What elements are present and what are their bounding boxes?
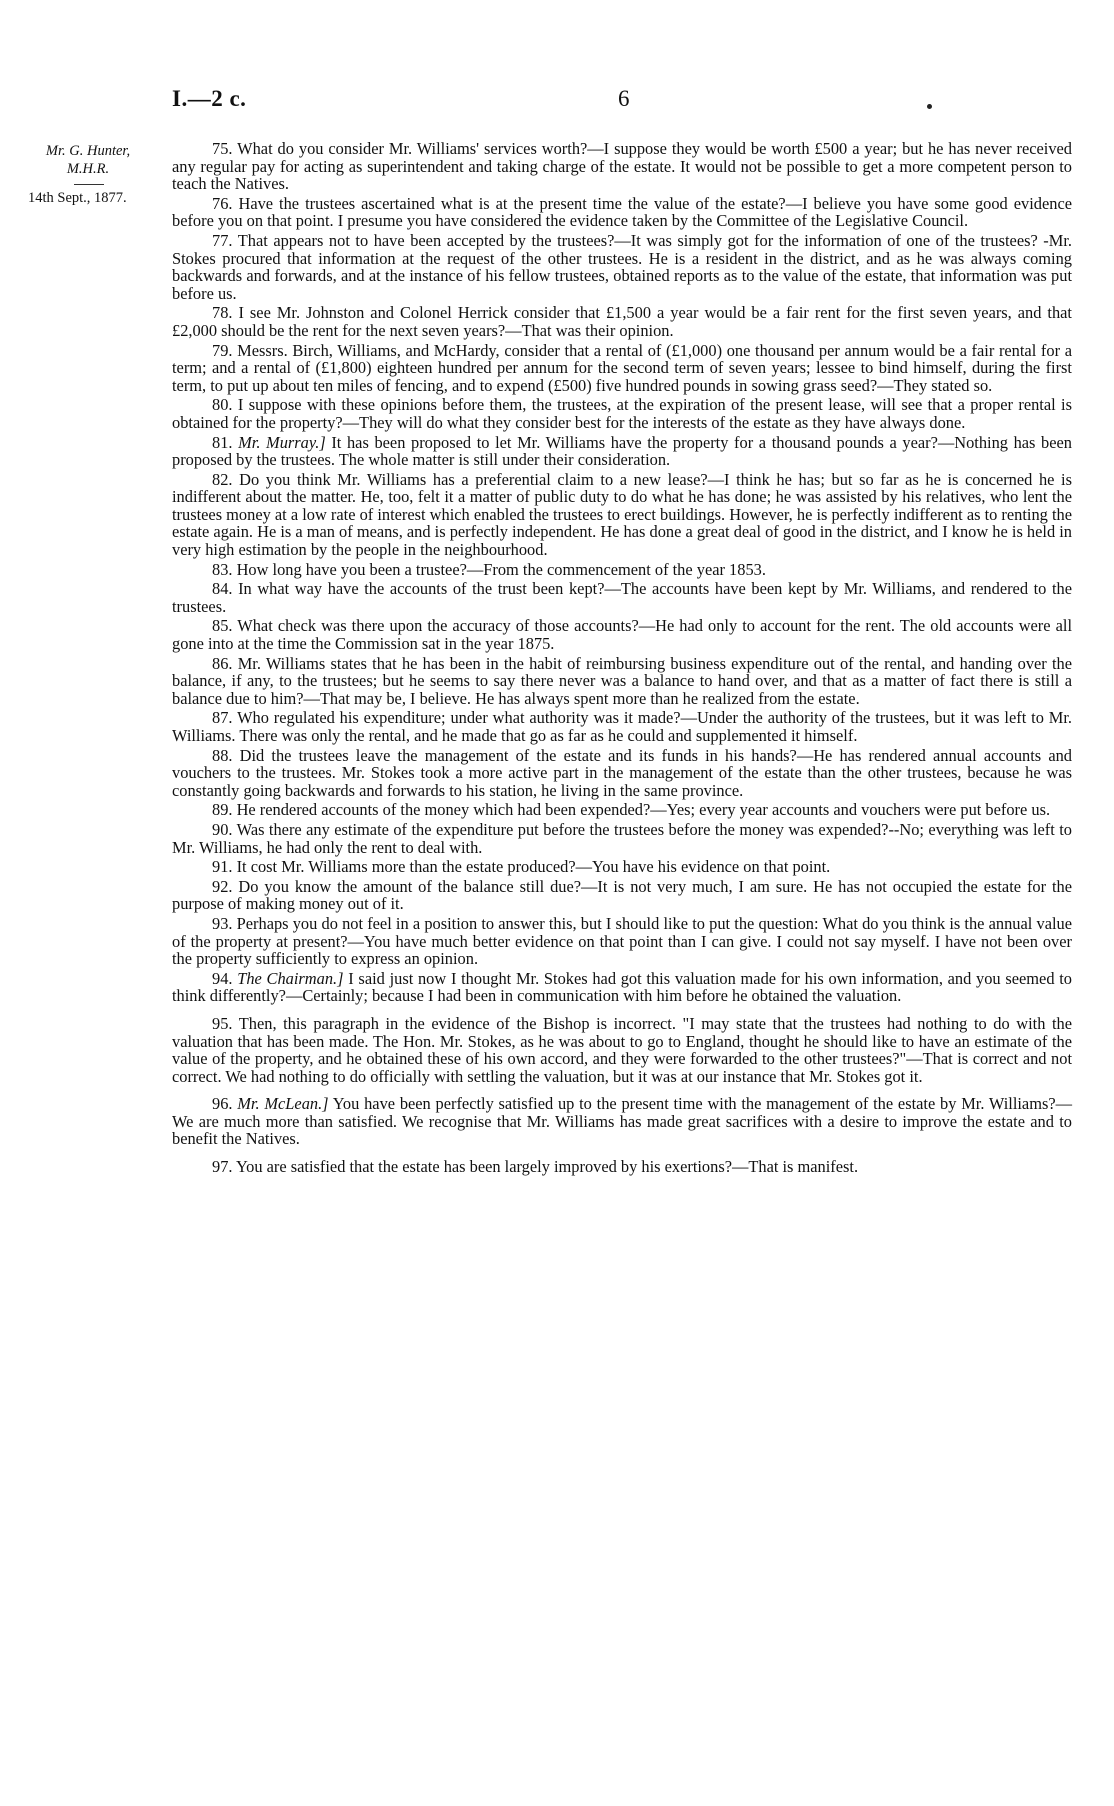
paragraph-text: 93. Perhaps you do not feel in a position to answer this, but I should like to put the question: What do you think is the annual value of the property at present?—You have much better evidence on that point than I can give. I could not say myself. I have not been over the property sufficiently to express an opinion. [172,913,1072,969]
evidence-paragraph [172,858,1072,876]
margin-divider [74,184,104,185]
page-number: 6 [618,86,630,111]
evidence-paragraph [172,1158,1072,1176]
evidence-paragraph [172,801,1072,819]
evidence-paragraph [172,471,1072,559]
margin-note [28,142,178,207]
evidence-paragraph [172,655,1072,708]
paragraph-text: I said just now I thought Mr. Stokes had got this valuation made for his own information, and you seemed to think differently?—Certainly; because I had been in communication with him before he obtained the valuation. [172,968,1072,1006]
question-number: 96. [212,1094,238,1114]
print-mark [927,104,932,109]
paragraph-text: 80. I suppose with these opinions before them, the trustees, at the expiration of the present lease, will see that a proper rental is obtained for the property?—They will do what they consider best for the interests of the estate as they have always done. [172,395,1072,432]
paragraph-text: 79. Messrs. Birch, Williams, and McHardy, consider that a rental of (£1,000) one thousand per annum would be a fair rental for a term; and a rental of (£1,800) eighteen hundred per annum for the second term of seven years; lessee to bind himself, during the first term, to put up about ten miles of fencing, and to expend (£500) five hundred pounds in sowing grass seed?—They stated so. [172,340,1072,395]
evidence-paragraph [172,580,1072,615]
evidence-paragraph [172,1015,1072,1085]
evidence-paragraph [172,821,1072,856]
evidence-paragraph [172,1095,1072,1148]
evidence-paragraph [172,195,1072,230]
evidence-paragraph [172,970,1072,1005]
paragraph-text: It has been proposed to let Mr. Williams have the property for a thousand pounds a year?—Nothing has been proposed by the trustees. The whole matter is still under their consideration. [172,432,1072,470]
paragraph-text: 83. How long have you been a trustee?—From the commencement of the year 1853. [212,559,766,579]
paragraph-text: 89. He rendered accounts of the money which had been expended?—Yes; every year accounts and vouchers were put before us. [212,800,1051,820]
paragraph-text: 82. Do you think Mr. Williams has a preferential claim to a new lease?—I think he has; but so far as he is concerned he is indifferent about the matter. He, too, felt it a matter of public duty to do what he has done; he was assisted by his relatives, who lent the trustees money at a low rate of interest which enabled the trustees to erect buildings. However, he is perfectly indifferent as to renting the estate again. He is a man of means, and is perfectly independent. He has done a great deal of good in the district, and I know he is held in very high estimation by the people in the neighbourhood. [172,469,1072,560]
paragraph-text: 86. Mr. Williams states that he has been in the habit of reimbursing business expenditure out of the rental, and handing over the balance, if any, to the trustees; but he seems to say there never was a balance to hand over, and that as a matter of fact there is still a balance due to him?—That may be, I believe. He has always spent more than he realized from the estate. [172,653,1072,708]
paragraph-text: 78. I see Mr. Johnston and Colonel Herrick consider that £1,500 a year would be a fair rent for the first seven years, and that £2,000 should be the rent for the next seven years?—That was their opinion. [172,303,1072,340]
evidence-paragraph [172,709,1072,744]
paragraph-text: 76. Have the trustees ascertained what is at the present time the value of the estate?—I believe you have some good evidence before you on that point. I presume you have considered the evidence taken by the Committee of the Legislative Council. [172,193,1072,231]
question-number: 81. [212,432,239,452]
question-number: 94. [212,968,238,988]
paragraph-text: 84. In what way have the accounts of the trust been kept?—The accounts have been kept by Mr. Williams, and rendered to the trustees. [172,579,1072,616]
speaker-label: The Chairman.] [237,968,344,988]
evidence-paragraph [172,396,1072,431]
witness-name: Mr. G. Hunter, [45,143,131,159]
witness-title: M.H.R. [66,161,110,177]
paragraph-text: You have been perfectly satisfied up to the present time with the management of the estate by Mr. Williams?—We are much more than satisfied. We recognise that Mr. Williams has made great sacrifices with a desire to improve the estate and to benefit the Natives. [172,1094,1072,1149]
paragraph-text: 95. Then, this paragraph in the evidence of the Bishop is incorrect. "I may state that the trustees had nothing to do with the valuation that has been made. The Hon. Mr. Stokes, as he was about to go to England, thought he should like to have an estimate of the value of the property, and he obtained these of his own accord, and they were forwarded to the other trustees?"—That is correct and not correct. We had nothing to do officially with settling the valuation, but it was at our instance that Mr. Stokes got it. [172,1013,1072,1086]
evidence-paragraph [172,878,1072,913]
paragraph-text: 77. That appears not to have been accepted by the trustees?—It was simply got for the information of one of the trustees? -Mr. Stokes procured that information at the request of the other trustees. He is a resident in the district, and as he was always coming backwards and forwards, and at the instance of his fellow trustees, obtained reports as to the value of the estate, that information was put before us. [172,230,1072,303]
paragraph-text: 97. You are satisfied that the estate has been largely improved by his exertions?—That is manifest. [212,1157,859,1177]
evidence-paragraph [172,342,1072,395]
paragraph-text: 85. What check was there upon the accuracy of those accounts?—He had only to account for the rent. The old accounts were all gone into at the time the Commission sat in the year 1875. [172,616,1072,654]
paragraph-text: 88. Did the trustees leave the management of the estate and its funds in his hands?—He has rendered annual accounts and vouchers to the trustees. Mr. Stokes took a more active part in the management of the estate than the other trustees, because he was constantly going backwards and forwards to his station, he living in the same province. [172,745,1072,800]
evidence-paragraph [172,617,1072,652]
evidence-paragraph [172,304,1072,339]
paragraph-text: 75. What do you consider Mr. Williams' services worth?—I suppose they would be worth £500 a year; but he has never received any regular pay for acting as superintendent and taking charge of the estate. It would not be possible to get a more competent person to teach the Natives. [172,139,1072,194]
paragraph-text: 92. Do you know the amount of the balance still due?—It is not very much, I am sure. He has not occupied the estate for the purpose of making money out of it. [172,876,1072,914]
page-header [172,86,1072,120]
paragraph-text: 90. Was there any estimate of the expenditure put before the trustees before the money was expended?--No; everything was left to Mr. Williams, he had only the rent to deal with. [172,819,1072,857]
evidence-paragraph [172,140,1072,193]
speaker-label: Mr. McLean.] [237,1094,329,1114]
evidence-body [172,140,1072,1178]
evidence-paragraph [172,915,1072,968]
paragraph-text: 91. It cost Mr. Williams more than the estate produced?—You have his evidence on that point. [212,857,831,877]
speaker-label: Mr. Murray.] [238,432,326,452]
document-reference: I.—2 c. [172,86,247,111]
evidence-paragraph [172,232,1072,302]
paragraph-text: 87. Who regulated his expenditure; under what authority was it made?—Under the authority of the trustees, but it was left to Mr. Williams. There was only the rental, and he made that go as far as he could and supplemented it himself. [172,708,1072,745]
evidence-date: 14th Sept., 1877. [28,190,127,206]
evidence-paragraph [172,747,1072,800]
evidence-paragraph [172,561,1072,579]
evidence-paragraph [172,434,1072,469]
